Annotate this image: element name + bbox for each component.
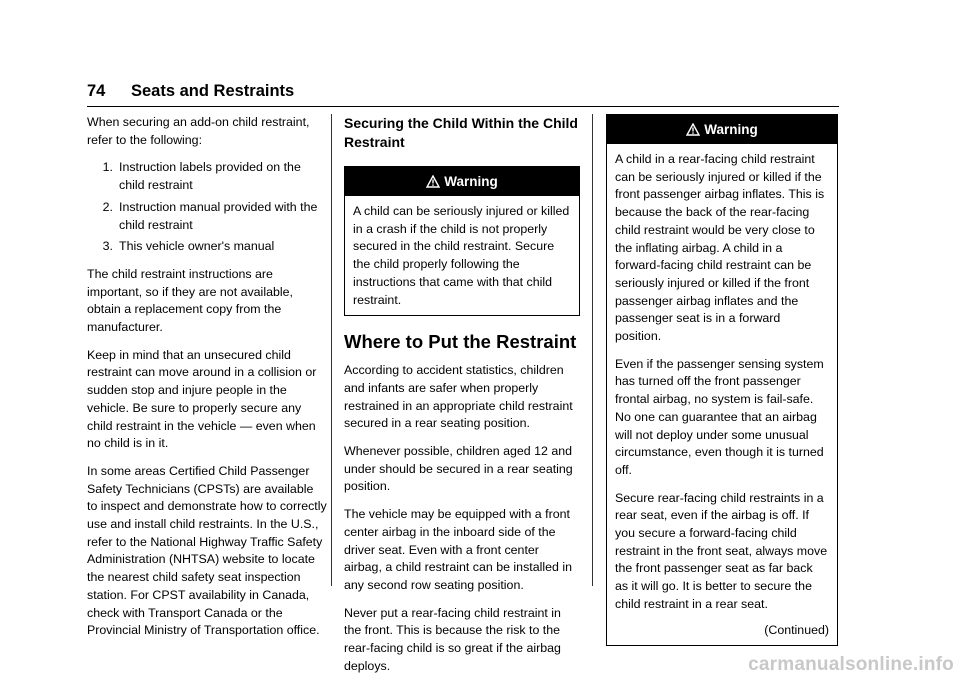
column-divider-1 xyxy=(331,114,332,586)
list-number: 2. xyxy=(102,199,113,214)
warning-box xyxy=(606,114,838,646)
page-number: 74 xyxy=(87,82,106,100)
section-title: Seats and Restraints xyxy=(131,82,295,100)
warning-triangle-icon xyxy=(686,123,700,136)
watermark: carmanualsonline.info xyxy=(748,654,954,675)
subheading: Securing the Child Within the Child Restraint xyxy=(344,115,578,150)
list-item xyxy=(87,199,327,234)
instruction-list xyxy=(87,159,327,256)
warning-text: Secure rear-facing child restraints in a rear seat, even if the airbag is off. If you secure a forward-facing child restraint in the front seat, always move the front passenger seat as far back as it will go. It is better to secure the child restraint in a rear seat. xyxy=(615,490,828,611)
list-item xyxy=(87,159,327,194)
warning-body xyxy=(345,196,579,315)
warning-text: Even if the passenger sensing system has turned off the front passenger frontal airbag, no system is fail-safe. No one can guarantee that an airbag will not deploy under some unusual circumstance, even though it is turned off. xyxy=(615,356,824,477)
body-paragraph: Whenever possible, children aged 12 and under should be secured in a rear seating position. xyxy=(344,444,573,494)
column-1 xyxy=(87,114,327,650)
list-item xyxy=(87,238,327,256)
body-paragraph: According to accident statistics, children and infants are safer when properly restrained in an appropriate child restraint secured in a rear seating position. xyxy=(344,363,573,431)
page-header xyxy=(87,82,839,107)
section-heading: Where to Put the Restraint xyxy=(344,331,577,353)
list-number: 1. xyxy=(102,160,113,175)
continued-label: (Continued) xyxy=(764,622,829,637)
warning-header xyxy=(607,115,837,144)
list-text: This vehicle owner's manual xyxy=(119,239,275,254)
warning-title: Warning xyxy=(704,122,758,137)
warning-triangle-icon xyxy=(426,175,440,188)
body-paragraph: Keep in mind that an unsecured child restraint can move around in a collision or sudden stop and injure people in the vehicle. Be sure to properly secure any child restraint in the vehicle — even when no child is in it. xyxy=(87,347,317,451)
column-2 xyxy=(344,114,580,685)
column-divider-2 xyxy=(592,114,593,586)
body-paragraph: Never put a rear-facing child restraint in the front. This is because the risk to the rear-facing child is so great if the airbag deploys. xyxy=(344,605,561,673)
warning-header xyxy=(345,167,579,196)
list-number: 3. xyxy=(102,239,113,254)
warning-box xyxy=(344,166,580,316)
body-paragraph: In some areas Certified Child Passenger Safety Technicians (CPSTs) are available to inspect and demonstrate how to correctly use and install child restraints. In the U.S., refer to the National Highway Traffic Safety Administration (NHTSA) website to locate the nearest child safety seat inspection station. For CPST availability in Canada, check with Transport Canada or the Provincial Ministry of Transportation office. xyxy=(87,463,327,638)
warning-body xyxy=(607,144,837,645)
body-paragraph: The child restraint instructions are important, so if they are not available, obtain a replacement copy from the manufacturer. xyxy=(87,266,293,335)
list-text: Instruction labels provided on the child restraint xyxy=(119,160,301,193)
body-paragraph: The vehicle may be equipped with a front center airbag in the inboard side of the driver seat. Even with a front center airbag, a child restraint can be installed in any second row seating position. xyxy=(344,507,572,592)
intro-paragraph: When securing an add-on child restraint, refer to the following: xyxy=(87,115,310,147)
warning-text: A child in a rear-facing child restraint can be seriously injured or killed if the front passenger airbag inflates. This is because the back of the rear-facing child restraint would be very close to the inflating airbag. A child in a forward-facing child restraint can be seriously injured or killed if the front passenger airbag inflates and the passenger seat is in a forward position. xyxy=(615,152,825,344)
warning-text: A child can be seriously injured or killed in a crash if the child is not properly secured in the child restraint. Secure the child properly following the instructions that came with that child restraint. xyxy=(353,204,570,307)
warning-title: Warning xyxy=(444,174,498,189)
list-text: Instruction manual provided with the child restraint xyxy=(119,199,318,232)
column-3 xyxy=(606,114,838,656)
